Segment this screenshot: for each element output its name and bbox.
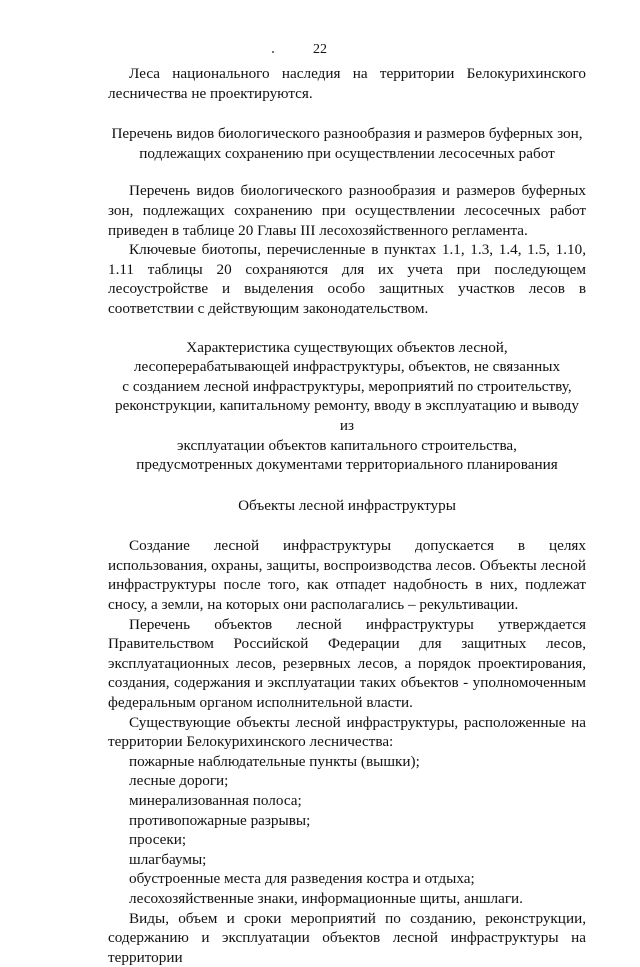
heading-biodiversity-line-1: Перечень видов биологического разнообразия и размеров буферных зон, <box>111 125 583 143</box>
list-item-barriers: шлагбаумы; <box>129 850 207 868</box>
list-item-forest-roads: лесные дороги; <box>129 772 229 790</box>
list-item-campfire-sites: обустроенные места для разведения костра и отдыха; <box>129 870 475 888</box>
list-item-signs: лесохозяйственные знаки, информационные щиты, аншлаги. <box>129 889 523 907</box>
paragraph-existing-objects: Существующие объекты лесной инфраструктуры, расположенные на территории Белокурихинского лесничества: <box>108 713 586 751</box>
paragraph-infrastructure-creation: Создание лесной инфраструктуры допускается в целях использования, охраны, защиты, воспроизводства лесов. Объекты лесной инфраструктуры после того, как отпадет надобность в них, подлежат сносу, а земли, на которых они располагались – рекультивации. <box>108 537 586 614</box>
scan-speck <box>272 51 274 53</box>
paragraph-measures: Виды, объем и сроки мероприятий по созданию, реконструкции, содержанию и эксплуатации объектов лесной инфраструктуры на территории <box>108 909 586 966</box>
heading-forest-infrastructure: Объекты лесной инфраструктуры <box>238 496 456 514</box>
page-number: 22 <box>313 42 327 57</box>
heading-infrastructure-line-2: лесоперерабатывающей инфраструктуры, объектов, не связанных <box>133 358 561 376</box>
heading-infrastructure-line-5: эксплуатации объектов капитального строительства, <box>177 436 517 454</box>
heading-infrastructure-line-6: предусмотренных документами территориального планирования <box>136 456 558 474</box>
list-item-mineralized-strip: минерализованная полоса; <box>129 792 302 809</box>
paragraph-key-biotopes: Ключевые биотопы, перечисленные в пунктах 1.1, 1.3, 1.4, 1.5, 1.10, 1.11 таблицы 20 сохраняются для их учета при последующем лесоустройстве и выделения особо защитных участков лесов в соответствии с действующим законодательством. <box>108 241 586 317</box>
heading-infrastructure-line-4: реконструкции, капитальному ремонту, вводу в эксплуатацию и выводу из <box>115 397 579 434</box>
list-item-fire-towers: пожарные наблюдательные пункты (вышки); <box>129 752 420 770</box>
list-item-firebreaks: противопожарные разрывы; <box>129 811 311 829</box>
paragraph-biodiversity-list: Перечень видов биологического разнообразия и размеров буферных зон, подлежащих сохранению при осуществлении лесосечных работ приведен в таблице 20 Главы III лесохозяйственного регламента. <box>108 182 586 239</box>
paragraph-forest-heritage: Леса национального наследия на территории Белокурихинского лесничества не проектируются. <box>108 65 586 102</box>
heading-infrastructure-line-3: с созданием лесной инфраструктуры, мероприятий по строительству, <box>122 377 572 395</box>
paragraph-infrastructure-approval: Перечень объектов лесной инфраструктуры утверждается Правительством Российской Федерации для защитных лесов, эксплуатационных лесов, резервных лесов, а порядок проектирования, создания, содержания и эксплуатации таких объектов - уполномоченным федеральным органом исполнительной власти. <box>108 615 586 712</box>
heading-infrastructure-line-1: Характеристика существующих объектов лесной, <box>186 338 508 356</box>
document-body <box>108 64 586 967</box>
list-item-cuttings: просеки; <box>129 831 187 849</box>
heading-biodiversity-line-2: подлежащих сохранению при осуществлении лесосечных работ <box>139 144 555 162</box>
